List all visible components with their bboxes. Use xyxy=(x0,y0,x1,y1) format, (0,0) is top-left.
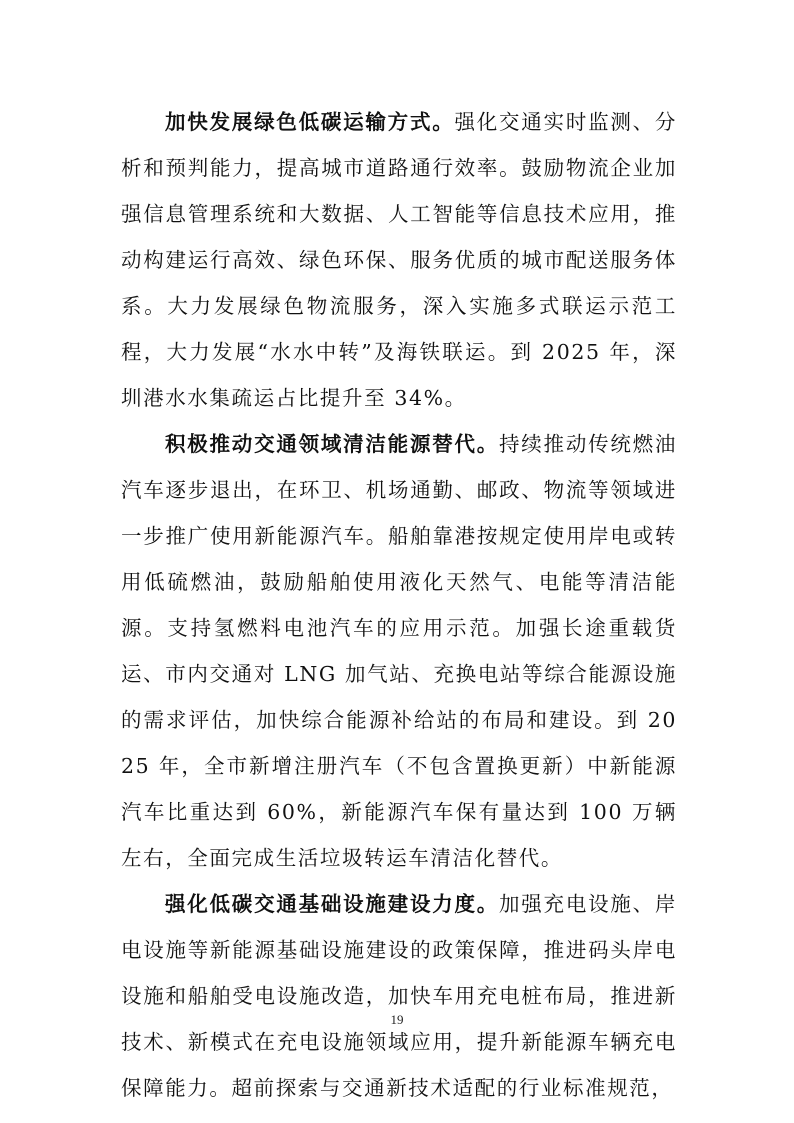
paragraph-heading: 积极推动交通领域清洁能源替代。 xyxy=(165,432,500,456)
body-text xyxy=(121,99,677,1111)
paragraph-text: 持续推动传统燃油汽车逐步退出，在环卫、机场通勤、邮政、物流等领域进一步推广使用新能源汽车。船舶靠港按规定使用岸电或转用低硫燃油，鼓励船舶使用液化天然气、电能等清洁能源。支持氢燃料电池汽车的应用示范。加强长途重载货运、市内交通对 LNG 加气站、充换电站等综合能源设施的需求评估，加快综合能源补给站的布局和建设。到 2025 年，全市新增注册汽车（不包含置换更新）中新能源汽车比重达到 60%，新能源汽车保有量达到 100 万辆左右，全面完成生活垃圾转运车清洁化替代。 xyxy=(121,432,677,870)
paragraph-text: 加强充电设施、岸电设施等新能源基础设施建设的政策保障，推进码头岸电设施和船舶受电设施改造，加快车用充电桩布局，推进新技术、新模式在充电设施领域应用，提升新能源车辆充电保障能力。超前探索与交通新技术适配的行业标准规范， xyxy=(121,892,677,1100)
paragraph-clean-energy xyxy=(121,421,677,881)
page-number: 19 xyxy=(390,1012,404,1027)
paragraph-text: 强化交通实时监测、分析和预判能力，提高城市道路通行效率。鼓励物流企业加强信息管理系统和大数据、人工智能等信息技术应用，推动构建运行高效、绿色环保、服务优质的城市配送服务体系。大力发展绿色物流服务，深入实施多式联运示范工程，大力发展“水水中转”及海铁联运。到 2025 年，深圳港水水集疏运占比提升至 34%。 xyxy=(121,110,677,410)
paragraph-heading: 强化低碳交通基础设施建设力度。 xyxy=(165,892,500,916)
paragraph-green-transport xyxy=(121,99,677,421)
paragraph-heading: 加快发展绿色低碳运输方式。 xyxy=(165,110,455,134)
paragraph-infrastructure xyxy=(121,881,677,1111)
